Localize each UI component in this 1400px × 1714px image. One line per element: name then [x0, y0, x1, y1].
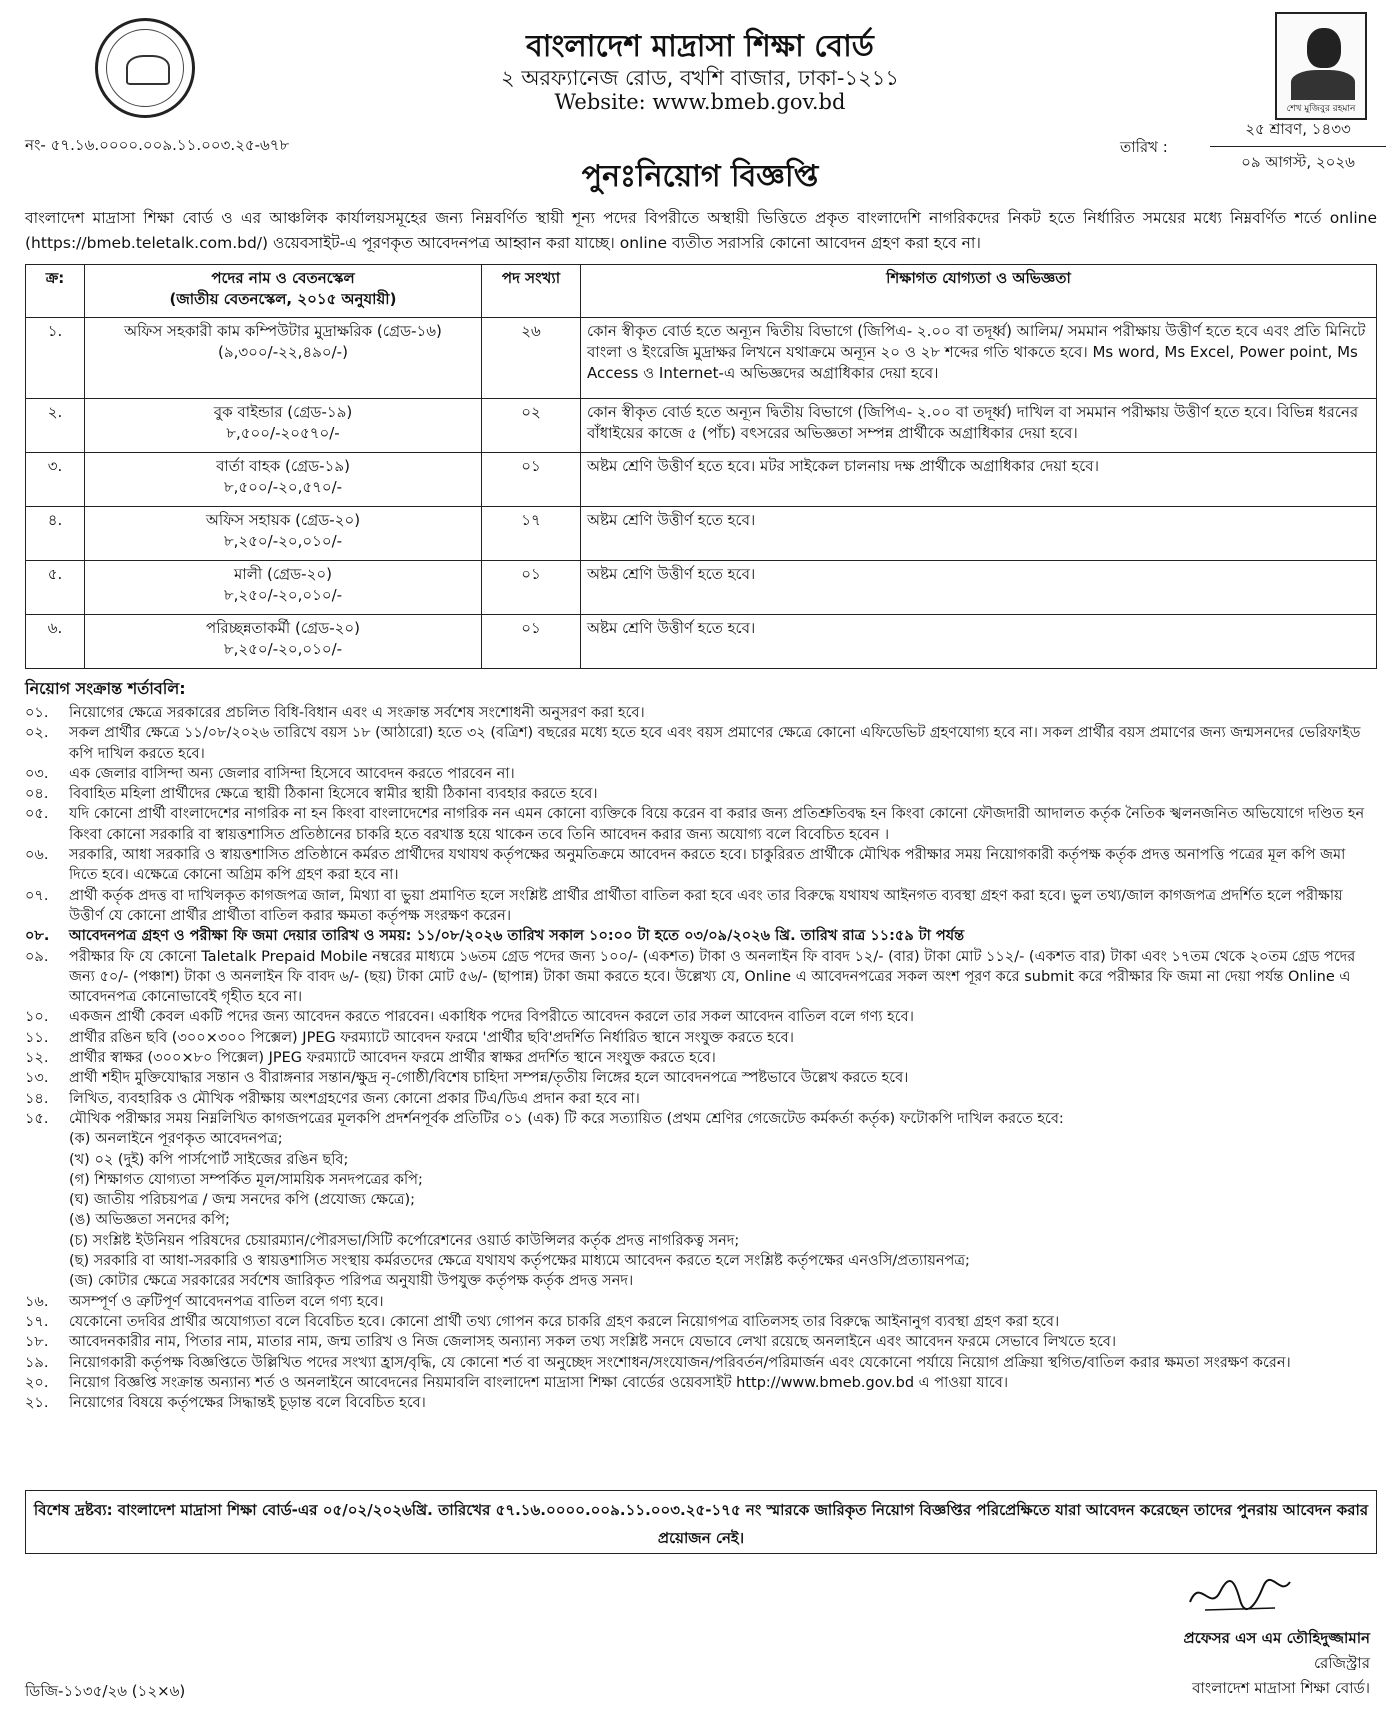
list-item	[25, 845, 1377, 886]
sub-item: (ছ) সরকারি বা আধা-সরকারি ও স্বায়ত্তশাসিত সংস্থায় কর্মরতদের ক্ষেত্রে যথাযথ কর্তৃপক্ষের মাধ্যমে আবেদন করতে হলে সংশ্লিষ্ট কর্তৃপক্ষের এনওসি/প্রত্যায়নপত্র;	[69, 1253, 970, 1270]
row-count: ০১	[482, 561, 581, 615]
term-number: ১৯.	[25, 1354, 49, 1371]
row-qualification: কোন স্বীকৃত বোর্ড হতে অন্যূন দ্বিতীয় বিভাগে (জিপিএ- ২.০০ বা তদূর্ধ্ব) আলিম/ সমমান পরীক্ষায় উত্তীর্ণ হতে হবে এবং প্রতি মিনিটে বাংলা ও ইংরেজি মুদ্রাক্ষর লিখনে যথাক্রমে অন্যূন ২০ ও ২৮ শব্দের গতি থাকতে হবে। Ms word, Ms Excel, Power point, Ms Access ও Internet-এ অভিজ্ঞদের অগ্রাধিকার দেয়া হবে।	[581, 318, 1377, 399]
header-post-name-line2: (জাতীয় বেতনস্কেল, ২০১৫ অনুযায়ী)	[169, 290, 397, 308]
signer-name: প্রফেসর এস এম তৌহিদুজ্জামান	[1183, 1629, 1370, 1647]
term-text: নিয়োগ বিজ্ঞপ্তি সংক্রান্ত অন্যান্য শর্ত ও অনলাইনে আবেদনের নিয়মাবলি বাংলাদেশ মাদ্রাসা শিক্ষা বোর্ডের ওয়েবসাইট http://www.bmeb.gov.bd এ পাওয়া যাবে।	[69, 1374, 1009, 1391]
table-row	[26, 399, 1377, 453]
term-number: ০৩.	[25, 765, 49, 782]
list-item	[25, 1028, 1377, 1048]
row-qualification: অষ্টম শ্রেণি উত্তীর্ণ হতে হবে।	[581, 561, 1377, 615]
term-text: এক জেলার বাসিন্দা অন্য জেলার বাসিন্দা হিসেবে আবেদন করতে পারবেন না।	[69, 765, 515, 782]
header-post-count: পদ সংখ্যা	[482, 265, 581, 318]
list-item	[25, 703, 1377, 723]
list-item	[25, 1332, 1377, 1352]
signature-icon	[1185, 1572, 1295, 1617]
row-sl: ৩.	[26, 453, 85, 507]
table-row	[26, 561, 1377, 615]
term-text: আবেদনকারীর নাম, পিতার নাম, মাতার নাম, জন্ম তারিখ ও নিজ জেলাসহ অন্যান্য সকল তথ্য সংশ্লিষ্ট সনদে যেভাবে লেখা রয়েছে অনলাইনে এবং আবেদন ফরমে সেভাবে লিখতে হবে।	[69, 1334, 1117, 1351]
term-text: যেকোনো তদবির প্রার্থীর অযোগ্যতা বলে বিবেচিত হবে। কোনো প্রার্থী তথ্য গোপন করে চাকরি গ্রহণ করলে নিয়োগপত্র বাতিলসহ তার বিরুদ্ধে আইনানুগ ব্যবস্থা গ্রহণ করা হবে।	[69, 1313, 1060, 1330]
term-number: ১৮.	[25, 1334, 49, 1351]
date-label: তারিখ :	[1120, 138, 1168, 156]
list-item	[25, 926, 1377, 946]
sub-item: (চ) সংশ্লিষ্ট ইউনিয়ন পরিষদের চেয়ারম্যান/পৌরসভা/সিটি কর্পোরেশনের ওয়ার্ড কাউন্সিলর কর্তৃক প্রদত্ত নাগরিকত্ব সনদ;	[69, 1232, 740, 1249]
term-text: নিয়োগকারী কর্তৃপক্ষ বিজ্ঞপ্তিতে উল্লিখিত পদের সংখ্যা হ্রাস/বৃদ্ধি, যে কোনো শর্ত বা অনুচ্ছেদ সংশোধন/সংযোজন/পরিবর্তন/পরিমার্জন এবং যেকোনো পর্যায়ে নিয়োগ প্রক্রিয়া স্থগিত/বাতিল করার ক্ষমতা সংরক্ষণ করেন।	[69, 1354, 1291, 1371]
sub-item: (গ) শিক্ষাগত যোগ্যতা সম্পর্কিত মূল/সাময়িক সনদপত্রের কপি;	[69, 1171, 423, 1188]
sub-item: (ঘ) জাতীয় পরিচয়পত্র / জন্ম সনদের কপি (প্রযোজ্য ক্ষেত্রে);	[69, 1192, 416, 1209]
term-text: প্রার্থীর রঙিন ছবি (৩০০×৩০০ পিক্সেল) JPEG ফরম্যাটে আবেদন ফরমে 'প্রার্থীর ছবি'প্রদর্শিত নির্ধারিত স্থানে সংযুক্ত করতে হবে।	[69, 1029, 794, 1046]
term-text: যদি কোনো প্রার্থী বাংলাদেশের নাগরিক না হন কিংবা বাংলাদেশের নাগরিক নন এমন কোনো ব্যক্তিকে বিয়ে করেন বা করার জন্য প্রতিশ্রুতিবদ্ধ হন কিংবা কোনো ফৌজদারী আদালত কর্তৃক নৈতিক স্খলনজনিত অভিযোগে দণ্ডিত হন কিংবা কোনো সরকারি বা স্বায়ত্তশাসিত প্রতিষ্ঠানের চাকরি হতে বরখাস্ত হয়ে থাকেন তবে তিনি আবেদন করার জন্য অযোগ্য বলে বিবেচিত হবেন ।	[69, 806, 1365, 843]
term-number: ১০.	[25, 1009, 49, 1026]
row-count: ০১	[482, 453, 581, 507]
sub-item: (ঙ) অভিজ্ঞতা সনদের কপি;	[69, 1212, 230, 1229]
header-sl: ক্র:	[26, 265, 85, 318]
term-text: প্রার্থী শহীদ মুক্তিযোদ্ধার সন্তান ও বীরাঙ্গনার সন্তান/ক্ষুদ্র নৃ-গোষ্ঠী/বিশেষ চাহিদা সম্পন্ন/তৃতীয় লিঙ্গের হলে আবেদনপত্রে স্পষ্টভাবে উল্লেখ করতে হবে।	[69, 1070, 909, 1087]
post-name: মালী (গ্রেড-২০)	[234, 565, 332, 583]
table-header-row	[26, 265, 1377, 318]
term-text: নিয়োগের বিষয়ে কর্তৃপক্ষের সিদ্ধান্তই চূড়ান্ত বলে বিবেচিত হবে।	[69, 1395, 426, 1412]
list-item	[25, 764, 1377, 784]
date-bangla: ২৫ শ্রাবণ, ১৪৩৩	[1210, 118, 1386, 147]
row-post	[85, 318, 482, 399]
org-website: Website: www.bmeb.gov.bd	[554, 90, 846, 114]
term-number: ১৩.	[25, 1070, 49, 1087]
memo-number: নং- ৫৭.১৬.০০০০.০০৯.১১.০০৩.২৫-৬৭৮	[25, 136, 290, 154]
term-text: প্রার্থী কর্তৃক প্রদত্ত বা দাখিলকৃত কাগজপত্র জাল, মিথ্যা বা ভুয়া প্রমাণিত হলে সংশ্লিষ্ট প্রার্থীর প্রার্থীতা বাতিল করা হবে এবং তার বিরুদ্ধে যথাযথ আইনগত ব্যবস্থা গ্রহণ করা হবে। ভুল তথ্য/জাল কাগজপত্র প্রদর্শিত হলে পরীক্ষায় উত্তীর্ণ যে কোনো প্রার্থীর প্রার্থীতা বাতিল করার ক্ষমতা কর্তৃপক্ষ সংরক্ষণ করেন।	[69, 887, 1343, 924]
header-post-name-line1: পদের নাম ও বেতনস্কেল	[211, 269, 355, 287]
sub-item: (খ) ০২ (দুই) কপি পার্সপোর্ট সাইজের রঙিন ছবি;	[69, 1151, 349, 1168]
org-name: বাংলাদেশ মাদ্রাসা শিক্ষা বোর্ড	[526, 29, 874, 64]
term-number: ০৫.	[25, 806, 49, 823]
term-text: বিবাহিত মহিলা প্রার্থীদের ক্ষেত্রে স্থায়ী ঠিকানা হিসেবে স্বামীর স্থায়ী ঠিকানা ব্যবহার করতে হবে।	[69, 786, 598, 803]
list-item	[25, 1292, 1377, 1312]
sub-item: (জ) কোটার ক্ষেত্রে সরকারের সর্বশেষ জারিকৃত পরিপত্র অনুযায়ী উপযুক্ত কর্তৃপক্ষ কর্তৃক প্রদত্ত সনদ।	[69, 1273, 634, 1290]
row-post	[85, 399, 482, 453]
term-text: প্রার্থীর স্বাক্ষর (৩০০×৮০ পিক্সেল) JPEG ফরম্যাটে আবেদন ফরমে প্রার্থীর স্বাক্ষর প্রদর্শিত স্থানে সংযুক্ত করতে হবে।	[69, 1050, 716, 1067]
row-post	[85, 507, 482, 561]
table-row	[26, 507, 1377, 561]
table-row	[26, 615, 1377, 669]
term-number: ০৪.	[25, 786, 49, 803]
term-number: ১৫.	[25, 1110, 49, 1127]
post-name: অফিস সহকারী কাম কম্পিউটার মুদ্রাক্ষরিক (গ্রেড-১৬)	[124, 322, 442, 340]
table-row	[26, 453, 1377, 507]
term-text: আবেদনপত্র গ্রহণ ও পরীক্ষা ফি জমা দেয়ার তারিখ ও সময়: ১১/০৮/২০২৬ তারিখ সকাল ১০:০০ টা হতে ০৩/০৯/২০২৬ খ্রি. তারিখ রাত্র ১১:৫৯ টা পর্যন্ত	[69, 928, 965, 945]
table-row	[26, 318, 1377, 399]
term-number: ০৯.	[25, 948, 49, 965]
list-item	[25, 947, 1377, 1008]
row-count: ১৭	[482, 507, 581, 561]
post-scale: ৮,২৫০/-২০,০১০/-	[223, 532, 343, 550]
sub-item: (ক) অনলাইনে পূরণকৃত আবেদনপত্র;	[69, 1131, 283, 1148]
dg-code: ডিজি-১১৩৫/২৬ (১২×৬)	[25, 1682, 186, 1700]
list-item	[25, 804, 1377, 845]
post-name: পরিচ্ছন্নতাকর্মী (গ্রেড-২০)	[206, 619, 360, 637]
term-text: নিয়োগের ক্ষেত্রে সরকারের প্রচলিত বিধি-বিধান এবং এ সংক্রান্ত সর্বশেষ সংশোধনী অনুসরণ করা হবে।	[69, 705, 645, 721]
row-count: ০২	[482, 399, 581, 453]
post-name: বুক বাইন্ডার (গ্রেড-১৯)	[213, 403, 353, 421]
terms-list	[25, 703, 1377, 1413]
list-item	[25, 1373, 1377, 1393]
header-post-name	[85, 265, 482, 318]
org-address: ২ অরফ্যানেজ রোড, বখশি বাজার, ঢাকা-১২১১	[500, 66, 899, 90]
row-sl: ১.	[26, 318, 85, 399]
posts-table	[25, 264, 1377, 669]
list-item	[25, 1353, 1377, 1373]
row-qualification: কোন স্বীকৃত বোর্ড হতে অন্যূন দ্বিতীয় বিভাগে (জিপিএ- ২.০০ বা তদূর্ধ্ব) দাখিল বা সমমান পরীক্ষায় উত্তীর্ণ হতে হবে। বিভিন্ন ধরনের বাঁধাইয়ের কাজে ৫ (পাঁচ) বৎসরের অভিজ্ঞতা সম্পন্ন প্রার্থীকে অগ্রাধিকার দেয়া হবে।	[581, 399, 1377, 453]
term-number: ১৬.	[25, 1293, 49, 1310]
list-item	[25, 1312, 1377, 1332]
term-text: সরকারি, আধা সরকারি ও স্বায়ত্তশাসিত প্রতিষ্ঠানে কর্মরত প্রার্থীদের যথাযথ কর্তৃপক্ষের অনুমতিক্রমে আবেদন করতে হবে। চাকুরিরত প্রার্থীকে মৌখিক পরীক্ষার সময় নিয়োগকারী কর্তৃপক্ষ কর্তৃক প্রদত্ত অনাপত্তি পত্রের মূল কপি জমা দিতে হবে। এক্ষেত্রে কোনো অগ্রিম কপি গ্রহণ করা হবে না।	[69, 847, 1346, 884]
post-scale: ৮,২৫০/-২০,০১০/-	[223, 586, 343, 604]
list-item	[25, 1007, 1377, 1027]
term-number: ১৪.	[25, 1090, 49, 1107]
row-sl: ৪.	[26, 507, 85, 561]
term-number: ১২.	[25, 1050, 49, 1067]
list-item	[25, 1048, 1377, 1068]
term-number: ২১.	[25, 1395, 49, 1412]
row-qualification: অষ্টম শ্রেণি উত্তীর্ণ হতে হবে।	[581, 615, 1377, 669]
term-number: ০৬.	[25, 847, 49, 864]
term-text: মৌখিক পরীক্ষার সময় নিম্নলিখিত কাগজপত্রের মূলকপি প্রদর্শনপূর্বক প্রতিটির ০১ (এক) টি করে সত্যায়িত (প্রথম শ্রেণির গেজেটেড কর্মকর্তা কর্তৃক) ফটোকপি দাখিল করতে হবে:	[69, 1110, 1064, 1127]
post-name: বার্তা বাহক (গ্রেড-১৯)	[216, 457, 350, 475]
term-number: ২০.	[25, 1374, 49, 1391]
date-english: ০৯ আগস্ট, ২০২৬	[1241, 153, 1355, 171]
term-number: ০৭.	[25, 887, 49, 904]
post-name: অফিস সহায়ক (গ্রেড-২০)	[205, 511, 361, 529]
list-item	[25, 1109, 1377, 1129]
row-sl: ২.	[26, 399, 85, 453]
signer-designation: রেজিস্ট্রার	[1313, 1654, 1370, 1672]
row-count: ২৬	[482, 318, 581, 399]
row-post	[85, 561, 482, 615]
row-post	[85, 615, 482, 669]
term-text: অসম্পূর্ণ ও ত্রুটিপূর্ণ আবেদনপত্র বাতিল বলে গণ্য হবে।	[69, 1293, 384, 1310]
terms-title: নিয়োগ সংক্রান্ত শর্তাবলি:	[25, 679, 186, 698]
post-scale: ৮,২৫০/-২০,০১০/-	[223, 640, 343, 658]
row-qualification: অষ্টম শ্রেণি উত্তীর্ণ হতে হবে।	[581, 507, 1377, 561]
portrait-caption: শেখ মুজিবুর রহমান	[1286, 104, 1356, 114]
term-text: লিখিত, ব্যবহারিক ও মৌখিক পরীক্ষায় অংশগ্রহণের জন্য কোনো প্রকার টিএ/ডিএ প্রদান করা হবে না।	[69, 1090, 640, 1107]
list-item	[25, 1089, 1377, 1109]
post-scale: ৮,৫০০/-২০,৫৭০/-	[223, 478, 343, 496]
row-post	[85, 453, 482, 507]
post-scale: ৮,৫০০/-২০৫৭০/-	[226, 424, 340, 442]
term-number: ১৭.	[25, 1313, 49, 1330]
list-item	[25, 723, 1377, 764]
notice-title: পুনঃনিয়োগ বিজ্ঞপ্তি	[581, 159, 819, 194]
term-number: ০৮.	[25, 928, 50, 945]
term-number: ০২.	[25, 725, 49, 742]
row-sl: ৫.	[26, 561, 85, 615]
post-scale: (৯,৩০০/-২২,৪৯০/-)	[218, 343, 348, 361]
list-item	[25, 886, 1377, 927]
term-text: সকল প্রার্থীর ক্ষেত্রে ১১/০৮/২০২৬ তারিখে বয়স ১৮ (আঠারো) হতে ৩২ (বত্রিশ) বছরের মধ্যে হতে হবে এবং বয়স প্রমাণের ক্ষেত্রে কোনো এফিডেভিট গ্রহণযোগ্য হবে না। সকল প্রার্থীর বয়স প্রমাণের জন্য জন্মসনদের ভেরিফাইড কপি দাখিল করতে হবে।	[69, 725, 1361, 762]
header-qualification: শিক্ষাগত যোগ্যতা ও অভিজ্ঞতা	[581, 265, 1377, 318]
row-count: ০১	[482, 615, 581, 669]
row-sl: ৬.	[26, 615, 85, 669]
term-text: একজন প্রার্থী কেবল একটি পদের জন্য আবেদন করতে পারবেন। একাধিক পদের বিপরীতে আবেদন করলে তার সকল আবেদন বাতিল বলে গণ্য হবে।	[69, 1009, 914, 1026]
row-qualification: অষ্টম শ্রেণি উত্তীর্ণ হতে হবে। মটর সাইকেল চালনায় দক্ষ প্রার্থীকে অগ্রাধিকার দেয়া হবে।	[581, 453, 1377, 507]
list-item	[25, 1393, 1377, 1413]
signer-org: বাংলাদেশ মাদ্রাসা শিক্ষা বোর্ড।	[1192, 1679, 1370, 1697]
term-number: ০১.	[25, 705, 49, 721]
term-text: পরীক্ষার ফি যে কোনো Taletalk Prepaid Mobile নম্বরের মাধ্যমে ১৬তম গ্রেড পদের জন্য ১০০/- (একশত) টাকা ও অনলাইন ফি বাবদ ১২/- (বার) টাকা মোট ১১২/- (একশত বার) টাকা এবং ১৭তম থেকে ২০তম গ্রেড পদের জন্য ৫০/- (পঞ্চাশ) টাকা ও অনলাইন ফি বাবদ ৬/- (ছয়) টাকা মোট ৫৬/- (ছাপান্ন) টাকা জমা করতে হবে। উল্লেখ্য যে, Online এ আবেদনপত্রের সকল অংশ পূরণ করে submit করে পরীক্ষার ফি জমা না দেয়া পর্যন্ত Online এ আবেদনপত্র কোনোভাবেই গৃহীত হবে না।	[69, 948, 1356, 1006]
special-note: বিশেষ দ্রষ্টব্য: বাংলাদেশ মাদ্রাসা শিক্ষা বোর্ড-এর ০৫/০২/২০২৬খ্রি. তারিখের ৫৭.১৬.০০০০.০০৯.১১.০০৩.২৫-১৭৫ নং স্মারকে জারিকৃত নিয়োগ বিজ্ঞপ্তির পরিপ্রেক্ষিতে যারা আবেদন করেছেন তাদের পুনরায় আবেদন করার প্রয়োজন নেই।	[25, 1490, 1377, 1554]
list-item	[25, 784, 1377, 804]
intro-paragraph: বাংলাদেশ মাদ্রাসা শিক্ষা বোর্ড ও এর আঞ্চলিক কার্যালয়সমূহের জন্য নিম্নবর্ণিত স্থায়ী শূন্য পদের বিপরীতে অস্থায়ী ভিত্তিতে প্রকৃত বাংলাদেশি নাগরিকদের নিকট হতে নির্ধারিত সময়ের মধ্যে নিম্নবর্ণিত শর্তে online (https://bmeb.teletalk.com.bd/) ওয়েবসাইট-এ পূরণকৃত আবেদনপত্র আহ্বান করা যাচ্ছে। online ব্যতীত সরাসরি কোনো আবেদন গ্রহণ করা হবে না।	[25, 209, 1377, 252]
list-item	[25, 1068, 1377, 1088]
term-number: ১১.	[25, 1029, 49, 1046]
